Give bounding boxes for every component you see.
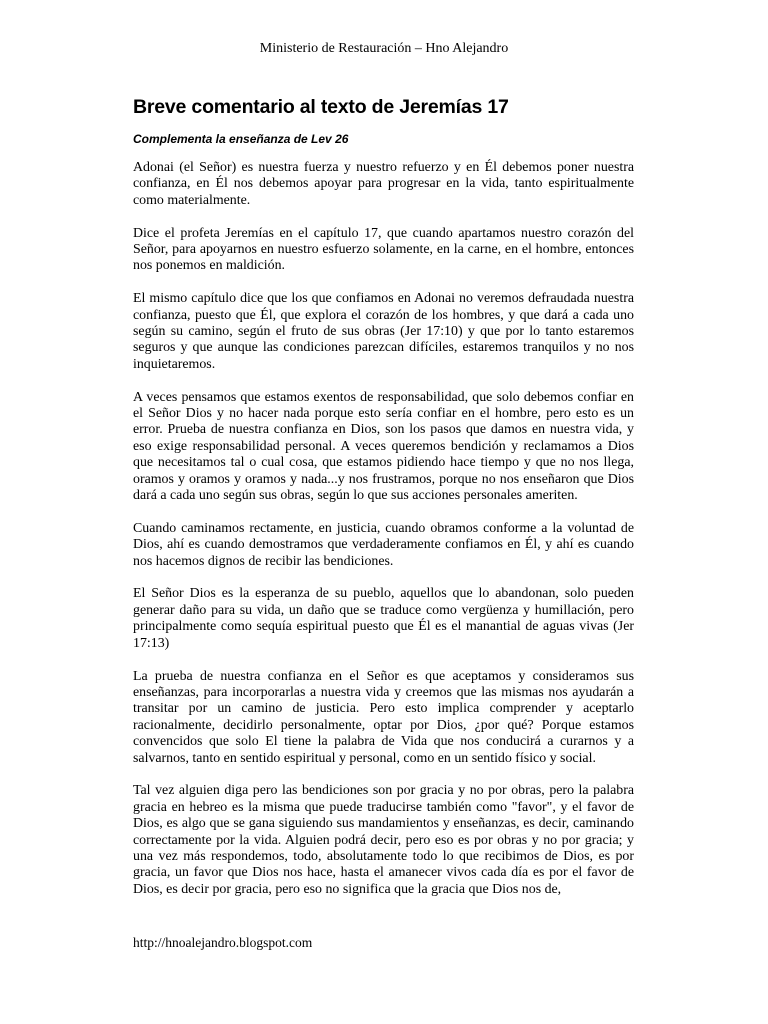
paragraph-2: Dice el profeta Jeremías en el capítulo 17, que cuando apartamos nuestro corazón del Señor, para apoyarnos en nuestro esfuerzo solamente, en la carne, en el hombre, entonces nos ponemos en maldición. xyxy=(133,225,634,274)
article-subtitle: Complementa la enseñanza de Lev 26 xyxy=(133,132,349,146)
paragraph-7: La prueba de nuestra confianza en el Señor es que aceptamos y consideramos sus enseñanzas, para incorporarlas a nuestra vida y creemos que las mismas nos ayudarán a transitar por un camino de justicia. Pero esto implica comprender y aceptarlo racionalmente, decidirlo personalmente, optar por Dios, ¿por qué? Porque estamos convencidos que solo El tiene la palabra de Vida que nos conducirá a curarnos y a salvarnos, tanto en sentido espiritual y personal, como en un sentido físico y social. xyxy=(133,668,634,766)
footer-url: http://hnoalejandro.blogspot.com xyxy=(133,935,313,950)
paragraph-1: Adonai (el Señor) es nuestra fuerza y nuestro refuerzo y en Él debemos poner nuestra confianza, en Él nos debemos apoyar para progresar en la vida, tanto espiritualmente como materialmente. xyxy=(133,160,634,208)
paragraph-4: A veces pensamos que estamos exentos de responsabilidad, que solo debemos confiar en el Señor Dios y no hacer nada porque esto sería confiar en el hombre, pero esto es un error. Prueba de nuestra confianza en Dios, son los pasos que damos en nuestra vida, y eso exige responsabilidad personal. A veces queremos bendición y reclamamos a Dios que necesitamos tal o cual cosa, que estamos pidiendo hace tiempo y que no nos llega, oramos y oramos y oramos y nada...y nos frustramos, porque no nos enseñaron que Dios dará a cada uno según sus obras, según lo que sus acciones personales ameriten. xyxy=(133,389,634,504)
article-title: Breve comentario al texto de Jeremías 17 xyxy=(133,96,509,118)
paragraph-6: El Señor Dios es la esperanza de su pueblo, aquellos que lo abandonan, solo pueden generar daño para su vida, un daño que se traduce como vergüenza y humillación, pero principalmente como sequía espiritual puesto que Él es el manantial de aguas vivas (Jer 17:13) xyxy=(133,586,634,651)
paragraph-5: Cuando caminamos rectamente, en justicia, cuando obramos conforme a la voluntad de Dios, ahí es cuando demostramos que verdaderamente confiamos en Él, y ahí es cuando nos hacemos dignos de recibir las bendiciones. xyxy=(133,520,634,569)
paragraph-3: El mismo capítulo dice que los que confiamos en Adonai no veremos defraudada nuestra confianza, puesto que Él, que explora el corazón de los hombres, y que dará a cada uno según su camino, según el fruto de sus obras (Jer 17:10) y que por lo tanto estaremos seguros y que aunque las condiciones parezcan difíciles, estaremos tranquilos y no nos inquietaremos. xyxy=(133,291,634,372)
article xyxy=(133,95,634,915)
page-header: Ministerio de Restauración – Hno Alejandro xyxy=(259,41,509,56)
paragraph-8: Tal vez alguien diga pero las bendiciones son por gracia y no por obras, pero la palabra gracia en hebreo es la misma que puede traducirse también como "favor", y el favor de Dios, es algo que se gana siguiendo sus mandamientos y enseñanzas, es decir, caminando correctamente por la vida. Alguien podrá decir, pero eso es por obras y no por gracia; y una vez más respondemos, todo, absolutamente todo lo que recibimos de Dios, es por gracia, un favor que Dios nos hace, hasta el amanecer vivos cada día es por el favor de Dios, es decir por gracia, pero eso no significa que la gracia que Dios nos de, xyxy=(133,783,634,897)
